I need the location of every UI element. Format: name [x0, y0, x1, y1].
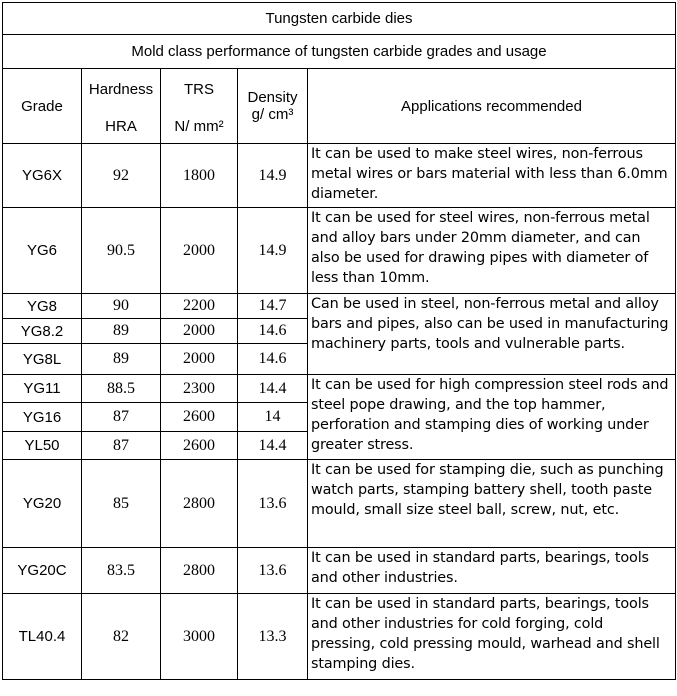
header-hardness-unit: HRA — [82, 110, 161, 144]
trs-cell: 2800 — [161, 460, 238, 548]
application-cell: It can be used in standard parts, bearings, tools and other industries. — [308, 548, 676, 594]
density-cell: 14.7 — [238, 294, 308, 319]
grade-cell: TL40.4 — [3, 594, 82, 680]
table-row — [3, 294, 676, 319]
application-cell: It can be used for steel wires, non-ferrous metal and alloy bars under 20mm diameter, and can also be used for drawing pipes with diameter of less than 10mm. — [308, 208, 676, 294]
grade-cell: YG16 — [3, 403, 82, 432]
trs-cell: 2300 — [161, 375, 238, 403]
trs-cell: 2000 — [161, 344, 238, 375]
table-row — [3, 460, 676, 548]
table-row — [3, 208, 676, 294]
density-cell: 14 — [238, 403, 308, 432]
hardness-cell: 87 — [82, 432, 161, 460]
application-cell: It can be used to make steel wires, non-ferrous metal wires or bars material with less than 6.0mm diameter. — [308, 144, 676, 208]
hardness-cell: 83.5 — [82, 548, 161, 594]
hardness-cell: 90.5 — [82, 208, 161, 294]
grade-cell: YG8.2 — [3, 319, 82, 344]
trs-cell: 1800 — [161, 144, 238, 208]
hardness-cell: 89 — [82, 319, 161, 344]
table-row — [3, 594, 676, 680]
density-cell: 14.6 — [238, 344, 308, 375]
grade-cell: YG20C — [3, 548, 82, 594]
header-density-unit: g/ cm³ — [251, 106, 294, 123]
grade-cell: YL50 — [3, 432, 82, 460]
trs-cell: 3000 — [161, 594, 238, 680]
grade-cell: YG20 — [3, 460, 82, 548]
application-cell: Can be used in steel, non-ferrous metal and alloy bars and pipes, also can be used in manufacturing machinery parts, tools and vulnerable parts. — [308, 294, 676, 375]
header-grade: Grade — [3, 69, 82, 144]
trs-cell: 2800 — [161, 548, 238, 594]
hardness-cell: 87 — [82, 403, 161, 432]
application-cell: It can be used for high compression steel rods and steel pope drawing, and the top hammer, perforation and stamping dies of working under greater stress. — [308, 375, 676, 460]
table-row — [3, 548, 676, 594]
density-cell: 14.9 — [238, 208, 308, 294]
grade-cell: YG8L — [3, 344, 82, 375]
header-density — [238, 69, 308, 144]
table-title: Tungsten carbide dies — [3, 3, 676, 35]
application-cell: It can be used in standard parts, bearings, tools and other industries for cold forging, cold pressing, cold pressing mould, warhead and shell stamping dies. — [308, 594, 676, 680]
table-subtitle: Mold class performance of tungsten carbide grades and usage — [3, 35, 676, 69]
hardness-cell: 89 — [82, 344, 161, 375]
table-row — [3, 375, 676, 403]
table-row — [3, 144, 676, 208]
hardness-cell: 92 — [82, 144, 161, 208]
hardness-cell: 82 — [82, 594, 161, 680]
density-cell: 14.4 — [238, 432, 308, 460]
density-cell: 13.6 — [238, 460, 308, 548]
application-cell: It can be used for stamping die, such as punching watch parts, stamping battery shell, tooth paste mould, small size steel ball, screw, nut, etc. — [308, 460, 676, 548]
carbide-grades-table — [2, 2, 676, 680]
trs-cell: 2600 — [161, 432, 238, 460]
header-hardness: Hardness — [82, 69, 161, 110]
trs-cell: 2000 — [161, 319, 238, 344]
trs-cell: 2000 — [161, 208, 238, 294]
grade-cell: YG6 — [3, 208, 82, 294]
density-cell: 14.6 — [238, 319, 308, 344]
header-density-label: Density — [247, 89, 298, 106]
grade-cell: YG6X — [3, 144, 82, 208]
grade-cell: YG11 — [3, 375, 82, 403]
header-trs-unit: N/ mm² — [161, 110, 238, 144]
trs-cell: 2200 — [161, 294, 238, 319]
hardness-cell: 88.5 — [82, 375, 161, 403]
hardness-cell: 85 — [82, 460, 161, 548]
trs-cell: 2600 — [161, 403, 238, 432]
density-cell: 13.6 — [238, 548, 308, 594]
density-cell: 13.3 — [238, 594, 308, 680]
grade-cell: YG8 — [3, 294, 82, 319]
density-cell: 14.9 — [238, 144, 308, 208]
header-trs: TRS — [161, 69, 238, 110]
header-applications: Applications recommended — [308, 69, 676, 144]
hardness-cell: 90 — [82, 294, 161, 319]
density-cell: 14.4 — [238, 375, 308, 403]
